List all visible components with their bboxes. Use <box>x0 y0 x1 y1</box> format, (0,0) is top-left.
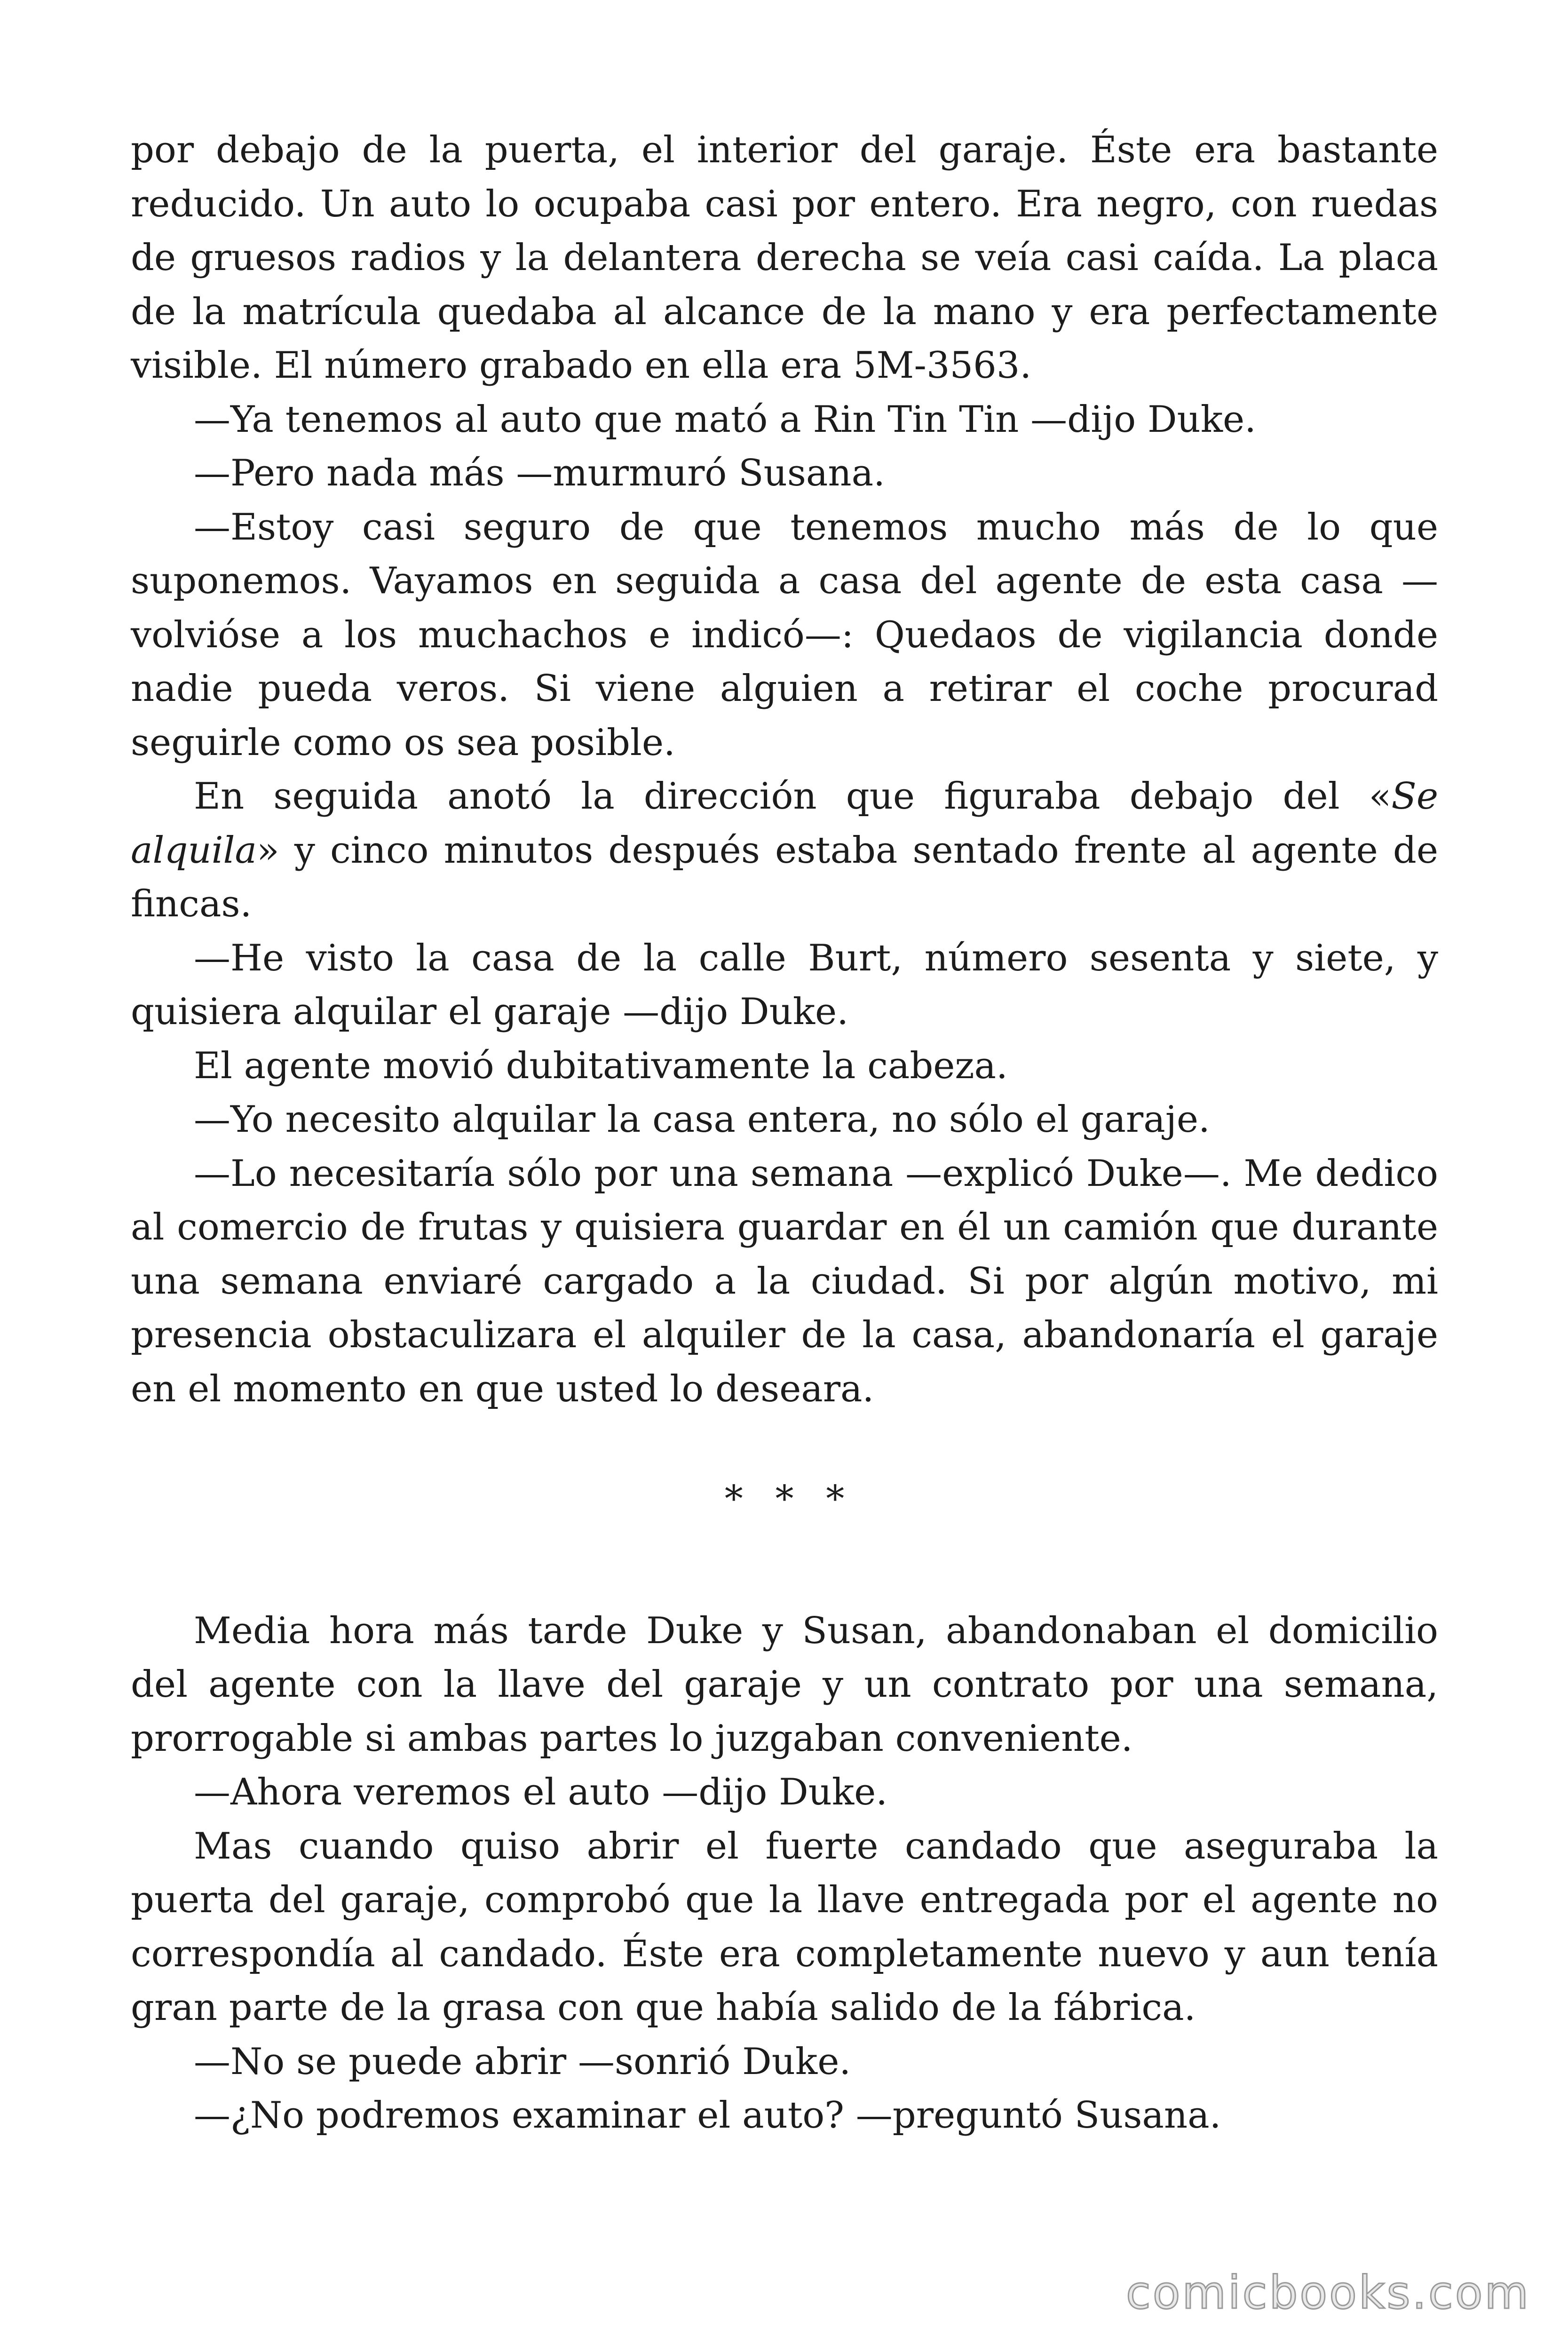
paragraph: El agente movió dubitativamente la cabeza. <box>194 1044 1008 1087</box>
paragraph: por debajo de la puerta, el interior del garaje. Éste era bastante reducido. Un auto lo ocupaba casi por entero. Era negro, con ruedas de gruesos radios y la delantera derecha se veía casi caída. La placa de la matrícula quedaba al alcance de la mano y era perfectamente visible. El número grabado en ella era 5M-3563. <box>131 129 1438 387</box>
paragraph: —Pero nada más —murmuró Susana. <box>194 452 885 494</box>
paragraph: Media hora más tarde Duke y Susan, abandonaban el domicilio del agente con la llave del garaje y un contrato por una semana, prorrogable si ambas partes lo juzgaban conveniente. <box>131 1609 1438 1760</box>
paragraph: —¿No podremos examinar el auto? —preguntó Susana. <box>194 2094 1221 2137</box>
italic-text: Se alquila <box>131 775 1438 872</box>
section-separator: * * * <box>724 1478 855 1520</box>
paragraph: —Lo necesitaría sólo por una semana —explicó Duke—. Me dedico al comercio de frutas y quisiera guardar en él un camión que durante una semana enviaré cargado a la ciudad. Si por algún motivo, mi presencia obstaculizara el alquiler de la casa, abandonaría el garaje en el momento en que usted lo deseara. <box>131 1152 1438 1410</box>
page-body <box>131 123 1438 2143</box>
paragraph: —Estoy casi seguro de que tenemos mucho más de lo que suponemos. Vayamos en seguida a casa del agente de esta casa —volvióse a los muchachos e indicó—: Quedaos de vigilancia donde nadie pueda veros. Si viene alguien a retirar el coche procurad seguirle como os sea posible. <box>131 506 1438 764</box>
paragraph: —Ahora veremos el auto —dijo Duke. <box>194 1771 888 1813</box>
paragraph: Mas cuando quiso abrir el fuerte candado que aseguraba la puerta del garaje, comprobó que la llave entregada por el agente no correspondía al candado. Éste era completamente nuevo y aun tenía gran parte de la grasa con que había salido de la fábrica. <box>131 1825 1438 2029</box>
text-span: En seguida anotó la dirección que figuraba debajo del « <box>194 775 1392 818</box>
paragraph: —Ya tenemos al auto que mató a Rin Tin Tin —dijo Duke. <box>194 398 1256 441</box>
text-span: » y cinco minutos después estaba sentado frente al agente de fincas. <box>131 829 1438 925</box>
watermark: comicbooks.com <box>1125 2266 1530 2319</box>
paragraph-with-italic <box>131 770 1438 931</box>
paragraph: —Yo necesito alquilar la casa entera, no sólo el garaje. <box>194 1098 1210 1141</box>
paragraph: —He visto la casa de la calle Burt, número sesenta y siete, y quisiera alquilar el garaje —dijo Duke. <box>131 937 1438 1033</box>
paragraph: —No se puede abrir —sonrió Duke. <box>194 2040 851 2083</box>
